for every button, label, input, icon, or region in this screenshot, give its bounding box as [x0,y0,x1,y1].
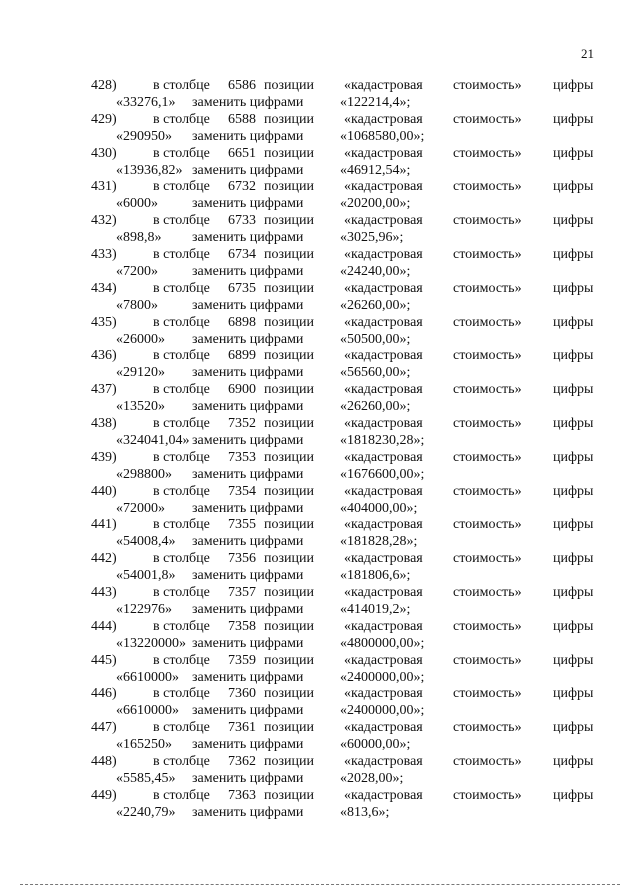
amendment-position-word: позиции [264,416,314,431]
amendment-cadastral: «кадастровая [344,145,423,161]
amendment-digits: цифры [553,382,594,398]
amendment-new: «56560,00»; [340,365,411,381]
amendment-cadastral: «кадастровая [344,618,423,634]
amendment-replace: заменить цифрами [192,703,304,719]
amendment-position-word: позиции [264,145,314,161]
amendment-item [0,78,640,112]
amendment-old: «6610000» [116,703,179,719]
amendment-cadastral: «кадастровая [344,754,423,769]
amendment-col: 7362 [228,754,256,769]
amendment-num: 433) [91,247,117,262]
amendment-item [0,281,640,315]
amendment-col: 6733 [228,213,256,229]
amendment-new: «1818230,28»; [340,433,425,448]
amendment-replace: заменить цифрами [192,399,304,415]
amendment-digits: цифры [553,720,594,736]
amendment-item [0,348,640,382]
amendment-cadastral: «кадастровая [344,720,423,736]
amendment-num: 445) [91,652,117,668]
amendment-replace: заменить цифрами [192,771,304,786]
amendment-value: стоимость» [453,787,522,803]
amendment-cadastral: «кадастровая [344,314,423,330]
amendment-col: 6588 [228,111,256,127]
amendment-digits: цифры [553,754,594,769]
amendment-position-word: позиции [264,551,314,567]
amendment-cadastral: «кадастровая [344,551,423,567]
amendment-col: 7355 [228,517,256,533]
amendment-value: стоимость» [453,247,522,262]
amendment-item [0,247,640,281]
amendment-num: 444) [91,618,117,634]
amendment-num: 436) [91,348,117,364]
amendment-cadastral: «кадастровая [344,686,423,702]
amendment-col: 6900 [228,382,256,398]
amendment-digits: цифры [553,652,594,668]
amendment-item [0,754,640,788]
amendment-position-word: позиции [264,585,314,600]
amendment-new: «2400000,00»; [340,669,425,685]
amendment-col: 7356 [228,551,256,567]
amendment-cadastral: «кадастровая [344,280,423,296]
amendment-num: 429) [91,111,117,127]
amendment-new: «1676600,00»; [340,466,425,482]
amendment-num: 430) [91,145,117,161]
amendment-replace: заменить цифрами [192,466,304,482]
amendment-digits: цифры [553,145,594,161]
amendment-old: «122976» [116,602,172,617]
amendment-col: 7352 [228,416,256,431]
amendment-replace: заменить цифрами [192,669,304,685]
amendment-col: 6732 [228,179,256,195]
amendment-position-word: позиции [264,754,314,769]
amendment-digits: цифры [553,213,594,229]
amendment-num: 446) [91,686,117,702]
page-number: 21 [581,46,594,61]
amendment-value: стоимость» [453,213,522,229]
amendment-digits: цифры [553,551,594,567]
amendment-cadastral: «кадастровая [344,247,423,262]
amendment-replace: заменить цифрами [192,365,304,381]
amendment-in-column: в столбце [153,652,210,668]
amendment-in-column: в столбце [153,314,210,330]
amendment-num: 437) [91,382,117,398]
amendment-num: 432) [91,213,117,229]
amendment-value: стоимость» [453,652,522,668]
amendment-in-column: в столбце [153,247,210,262]
amendment-num: 434) [91,280,117,296]
amendment-digits: цифры [553,78,594,93]
amendment-digits: цифры [553,787,594,803]
amendment-position-word: позиции [264,517,314,533]
amendment-old: «33276,1» [116,95,176,110]
amendment-item [0,146,640,180]
amendment-num: 442) [91,551,117,567]
amendment-item [0,619,640,653]
amendment-value: стоимость» [453,449,522,465]
amendment-old: «29120» [116,365,165,381]
amendment-col: 7360 [228,686,256,702]
amendment-old: «54001,8» [116,568,176,584]
amendment-new: «50500,00»; [340,331,411,347]
amendment-item [0,382,640,416]
amendment-item [0,315,640,349]
amendment-in-column: в столбце [153,280,210,296]
amendment-value: стоимость» [453,179,522,195]
amendment-cadastral: «кадастровая [344,787,423,803]
amendment-col: 6651 [228,145,256,161]
amendment-position-word: позиции [264,280,314,296]
amendment-new: «60000,00»; [340,737,411,753]
amendment-digits: цифры [553,179,594,195]
amendment-item [0,213,640,247]
amendment-item [0,720,640,754]
amendment-old: «6000» [116,196,158,212]
amendment-value: стоимость» [453,686,522,702]
amendment-item [0,551,640,585]
amendment-old: «165250» [116,737,172,753]
amendment-digits: цифры [553,280,594,296]
amendment-item [0,484,640,518]
amendment-col: 6735 [228,280,256,296]
amendment-value: стоимость» [453,348,522,364]
amendment-old: «298800» [116,466,172,482]
amendment-new: «20200,00»; [340,196,411,212]
amendment-old: «290950» [116,128,172,144]
amendment-item [0,450,640,484]
amendment-in-column: в столбце [153,179,210,195]
amendment-new: «813,6»; [340,804,390,820]
amendment-old: «54008,4» [116,534,176,550]
amendment-in-column: в столбце [153,111,210,127]
amendment-old: «72000» [116,500,165,516]
amendment-col: 7363 [228,787,256,803]
amendment-item [0,416,640,450]
amendment-col: 7354 [228,483,256,499]
amendment-cadastral: «кадастровая [344,517,423,533]
amendment-col: 7359 [228,652,256,668]
amendment-old: «5585,45» [116,771,176,786]
amendment-replace: заменить цифрами [192,264,304,279]
amendment-num: 447) [91,720,117,736]
amendment-position-word: позиции [264,449,314,465]
amendment-digits: цифры [553,483,594,499]
amendment-replace: заменить цифрами [192,230,304,246]
amendment-item [0,653,640,687]
amendment-old: «324041,04» [116,433,190,448]
amendment-in-column: в столбце [153,720,210,736]
amendment-in-column: в столбце [153,348,210,364]
amendment-old: «7800» [116,297,158,313]
amendment-position-word: позиции [264,483,314,499]
amendment-value: стоимость» [453,382,522,398]
amendment-new: «46912,54»; [340,162,411,178]
amendment-new: «2028,00»; [340,771,404,786]
amendment-new: «414019,2»; [340,602,411,617]
amendment-cadastral: «кадастровая [344,111,423,127]
amendment-num: 448) [91,754,117,769]
amendment-cadastral: «кадастровая [344,382,423,398]
amendment-old: «13220000» [116,635,186,651]
amendment-num: 449) [91,787,117,803]
amendment-replace: заменить цифрами [192,162,304,178]
amendment-item [0,517,640,551]
amendment-value: стоимость» [453,618,522,634]
amendment-position-word: позиции [264,787,314,803]
amendment-old: «13936,82» [116,162,183,178]
amendment-cadastral: «кадастровая [344,483,423,499]
amendment-position-word: позиции [264,247,314,262]
amendment-old: «2240,79» [116,804,176,820]
amendment-col: 6586 [228,78,256,93]
amendment-new: «4800000,00»; [340,635,425,651]
amendment-value: стоимость» [453,314,522,330]
amendment-position-word: позиции [264,382,314,398]
amendment-in-column: в столбце [153,787,210,803]
amendment-digits: цифры [553,585,594,600]
amendment-item [0,112,640,146]
amendment-position-word: позиции [264,78,314,93]
amendment-cadastral: «кадастровая [344,416,423,431]
amendment-in-column: в столбце [153,382,210,398]
amendment-cadastral: «кадастровая [344,78,423,93]
amendment-digits: цифры [553,517,594,533]
amendment-position-word: позиции [264,686,314,702]
amendment-in-column: в столбце [153,449,210,465]
amendment-in-column: в столбце [153,78,210,93]
amendment-new: «3025,96»; [340,230,404,246]
amendment-item [0,179,640,213]
amendment-item [0,788,640,822]
amendment-digits: цифры [553,348,594,364]
amendment-num: 435) [91,314,117,330]
amendment-num: 441) [91,517,117,533]
amendment-value: стоимость» [453,416,522,431]
amendment-replace: заменить цифрами [192,331,304,347]
amendment-new: «181806,6»; [340,568,411,584]
amendment-replace: заменить цифрами [192,635,304,651]
amendment-num: 438) [91,416,117,431]
amendment-value: стоимость» [453,585,522,600]
amendment-col: 6898 [228,314,256,330]
amendment-new: «181828,28»; [340,534,418,550]
amendment-replace: заменить цифрами [192,95,304,110]
amendment-digits: цифры [553,618,594,634]
amendment-value: стоимость» [453,551,522,567]
amendment-new: «24240,00»; [340,264,411,279]
amendment-value: стоимость» [453,517,522,533]
amendment-position-word: позиции [264,314,314,330]
amendment-digits: цифры [553,247,594,262]
amendment-in-column: в столбце [153,213,210,229]
amendment-replace: заменить цифрами [192,196,304,212]
amendment-digits: цифры [553,314,594,330]
amendment-value: стоимость» [453,280,522,296]
amendment-col: 7353 [228,449,256,465]
amendment-cadastral: «кадастровая [344,213,423,229]
amendment-position-word: позиции [264,652,314,668]
amendment-new: «26260,00»; [340,399,411,415]
amendment-item [0,686,640,720]
amendment-in-column: в столбце [153,483,210,499]
amendment-value: стоимость» [453,111,522,127]
amendment-in-column: в столбце [153,517,210,533]
amendment-col: 7358 [228,618,256,634]
amendment-old: «898,8» [116,230,162,246]
amendment-replace: заменить цифрами [192,128,304,144]
amendment-col: 7357 [228,585,256,600]
amendment-position-word: позиции [264,213,314,229]
amendment-in-column: в столбце [153,416,210,431]
amendment-position-word: позиции [264,179,314,195]
amendment-in-column: в столбце [153,618,210,634]
amendment-cadastral: «кадастровая [344,652,423,668]
amendment-old: «26000» [116,331,165,347]
amendment-new: «404000,00»; [340,500,418,516]
amendment-cadastral: «кадастровая [344,585,423,600]
amendment-num: 428) [91,78,117,93]
amendment-digits: цифры [553,416,594,431]
amendment-col: 7361 [228,720,256,736]
amendment-value: стоимость» [453,720,522,736]
amendment-position-word: позиции [264,618,314,634]
amendment-position-word: позиции [264,720,314,736]
amendment-in-column: в столбце [153,585,210,600]
amendment-digits: цифры [553,449,594,465]
amendment-num: 440) [91,483,117,499]
amendment-col: 6734 [228,247,256,262]
amendment-item [0,585,640,619]
amendment-replace: заменить цифрами [192,433,304,448]
amendment-position-word: позиции [264,111,314,127]
amendment-cadastral: «кадастровая [344,179,423,195]
amendment-digits: цифры [553,111,594,127]
amendment-in-column: в столбце [153,754,210,769]
amendment-replace: заменить цифрами [192,602,304,617]
amendment-cadastral: «кадастровая [344,348,423,364]
amendment-value: стоимость» [453,754,522,769]
amendment-old: «6610000» [116,669,179,685]
amendment-replace: заменить цифрами [192,568,304,584]
amendment-digits: цифры [553,686,594,702]
footer-rule [20,884,620,885]
amendment-replace: заменить цифрами [192,737,304,753]
amendment-new: «122214,4»; [340,95,411,110]
amendment-old: «13520» [116,399,165,415]
amendment-value: стоимость» [453,483,522,499]
amendment-value: стоимость» [453,78,522,93]
amendment-replace: заменить цифрами [192,297,304,313]
amendment-new: «2400000,00»; [340,703,425,719]
amendment-position-word: позиции [264,348,314,364]
amendment-in-column: в столбце [153,686,210,702]
amendment-replace: заменить цифрами [192,500,304,516]
amendment-replace: заменить цифрами [192,534,304,550]
amendment-in-column: в столбце [153,551,210,567]
amendment-new: «26260,00»; [340,297,411,313]
amendment-replace: заменить цифрами [192,804,304,820]
amendment-value: стоимость» [453,145,522,161]
amendment-in-column: в столбце [153,145,210,161]
amendment-num: 443) [91,585,117,600]
amendment-cadastral: «кадастровая [344,449,423,465]
amendment-new: «1068580,00»; [340,128,425,144]
amendment-num: 439) [91,449,117,465]
amendment-col: 6899 [228,348,256,364]
amendment-old: «7200» [116,264,158,279]
amendment-num: 431) [91,179,117,195]
